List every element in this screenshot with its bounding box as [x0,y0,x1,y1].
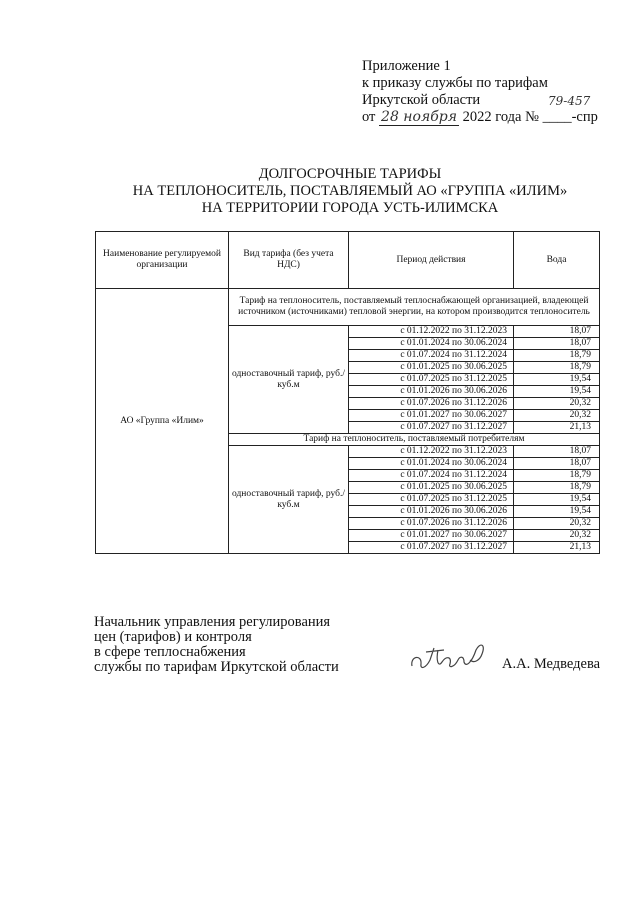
period-cell: с 01.01.2027 по 30.06.2027 [349,410,514,422]
title-line: НА ТЕПЛОНОСИТЕЛЬ, ПОСТАВЛЯЕМЫЙ АО «ГРУППА «ИЛИМ» [132,183,568,199]
date-prefix: от [362,109,376,125]
table-body [96,289,600,554]
water-value-cell: 18,79 [514,362,600,374]
title-line: НА ТЕРРИТОРИИ ГОРОДА УСТЬ-ИЛИМСКА [201,200,499,216]
section-title: Тариф на теплоноситель, поставляемый теплоснабжающей организацией, владеющей источником (источниками) тепловой энергии, на котором производится теплоноситель [229,289,600,326]
period-cell: с 01.01.2025 по 30.06.2025 [349,362,514,374]
water-value-cell: 18,79 [514,470,600,482]
water-value-cell: 18,07 [514,326,600,338]
water-value-cell: 19,54 [514,374,600,386]
period-cell: с 01.01.2027 по 30.06.2027 [349,530,514,542]
tariff-type-cell: одноставочный тариф, руб./куб.м [229,326,349,434]
signature-block [94,615,339,675]
signer-name: А.А. Медведева [502,656,601,672]
water-value-cell: 19,54 [514,386,600,398]
water-value-cell: 21,13 [514,542,600,554]
water-value-cell: 20,32 [514,530,600,542]
title-line: ДОЛГОСРОЧНЫЕ ТАРИФЫ [258,166,442,182]
period-cell: с 01.12.2022 по 31.12.2023 [349,326,514,338]
water-value-cell: 20,32 [514,518,600,530]
appendix-date-line [362,109,598,126]
appendix-line: Иркутской области [362,92,481,108]
water-value-cell: 19,54 [514,506,600,518]
date-suffix: 2022 года № ____-спр [462,109,598,125]
period-cell: с 01.07.2025 по 31.12.2025 [349,374,514,386]
period-cell: с 01.01.2026 по 30.06.2026 [349,386,514,398]
water-value-cell: 18,79 [514,482,600,494]
handwritten-date: 28 ноября [381,109,457,125]
appendix-block [362,58,598,126]
period-cell: с 01.01.2024 по 30.06.2024 [349,458,514,470]
section-title: Тариф на теплоноситель, поставляемый потребителям [229,434,600,446]
water-value-cell: 20,32 [514,410,600,422]
header-period: Период действия [349,232,514,289]
period-cell: с 01.01.2025 по 30.06.2025 [349,482,514,494]
period-cell: с 01.07.2025 по 31.12.2025 [349,494,514,506]
period-cell: с 01.07.2027 по 31.12.2027 [349,542,514,554]
period-cell: с 01.07.2024 по 31.12.2024 [349,350,514,362]
period-cell: с 01.07.2026 по 31.12.2026 [349,398,514,410]
water-value-cell: 21,13 [514,422,600,434]
signer-title-line: Начальник управления регулирования [94,614,331,630]
period-cell: с 01.07.2026 по 31.12.2026 [349,518,514,530]
signer-title-line: цен (тарифов) и контроля [94,629,252,645]
signer-title-line: службы по тарифам Иркутской области [94,659,339,675]
appendix-line: к приказу службы по тарифам [362,75,548,91]
signer-title-line: в сфере теплоснабжения [94,644,246,660]
table-header-row [96,232,600,289]
tariff-table [95,231,600,554]
header-tariff-type: Вид тарифа (без учета НДС) [229,232,349,289]
water-value-cell: 18,07 [514,446,600,458]
document-title [100,166,600,217]
water-value-cell: 18,79 [514,350,600,362]
water-value-cell: 20,32 [514,398,600,410]
water-value-cell: 19,54 [514,494,600,506]
period-cell: с 01.01.2026 по 30.06.2026 [349,506,514,518]
water-value-cell: 18,07 [514,458,600,470]
section-title-row [96,289,600,326]
period-cell: с 01.12.2022 по 31.12.2023 [349,446,514,458]
period-cell: с 01.01.2024 по 30.06.2024 [349,338,514,350]
appendix-line: Приложение 1 [362,58,451,74]
handwritten-order-number: 79-457 [548,94,591,108]
header-org: Наименование регулируемой организации [96,232,229,289]
handwritten-signature-icon [408,638,498,678]
water-value-cell: 18,07 [514,338,600,350]
organization-cell: АО «Группа «Илим» [96,289,229,554]
period-cell: с 01.07.2027 по 31.12.2027 [349,422,514,434]
period-cell: с 01.07.2024 по 31.12.2024 [349,470,514,482]
tariff-type-cell: одноставочный тариф, руб./куб.м [229,446,349,554]
header-water: Вода [514,232,600,289]
